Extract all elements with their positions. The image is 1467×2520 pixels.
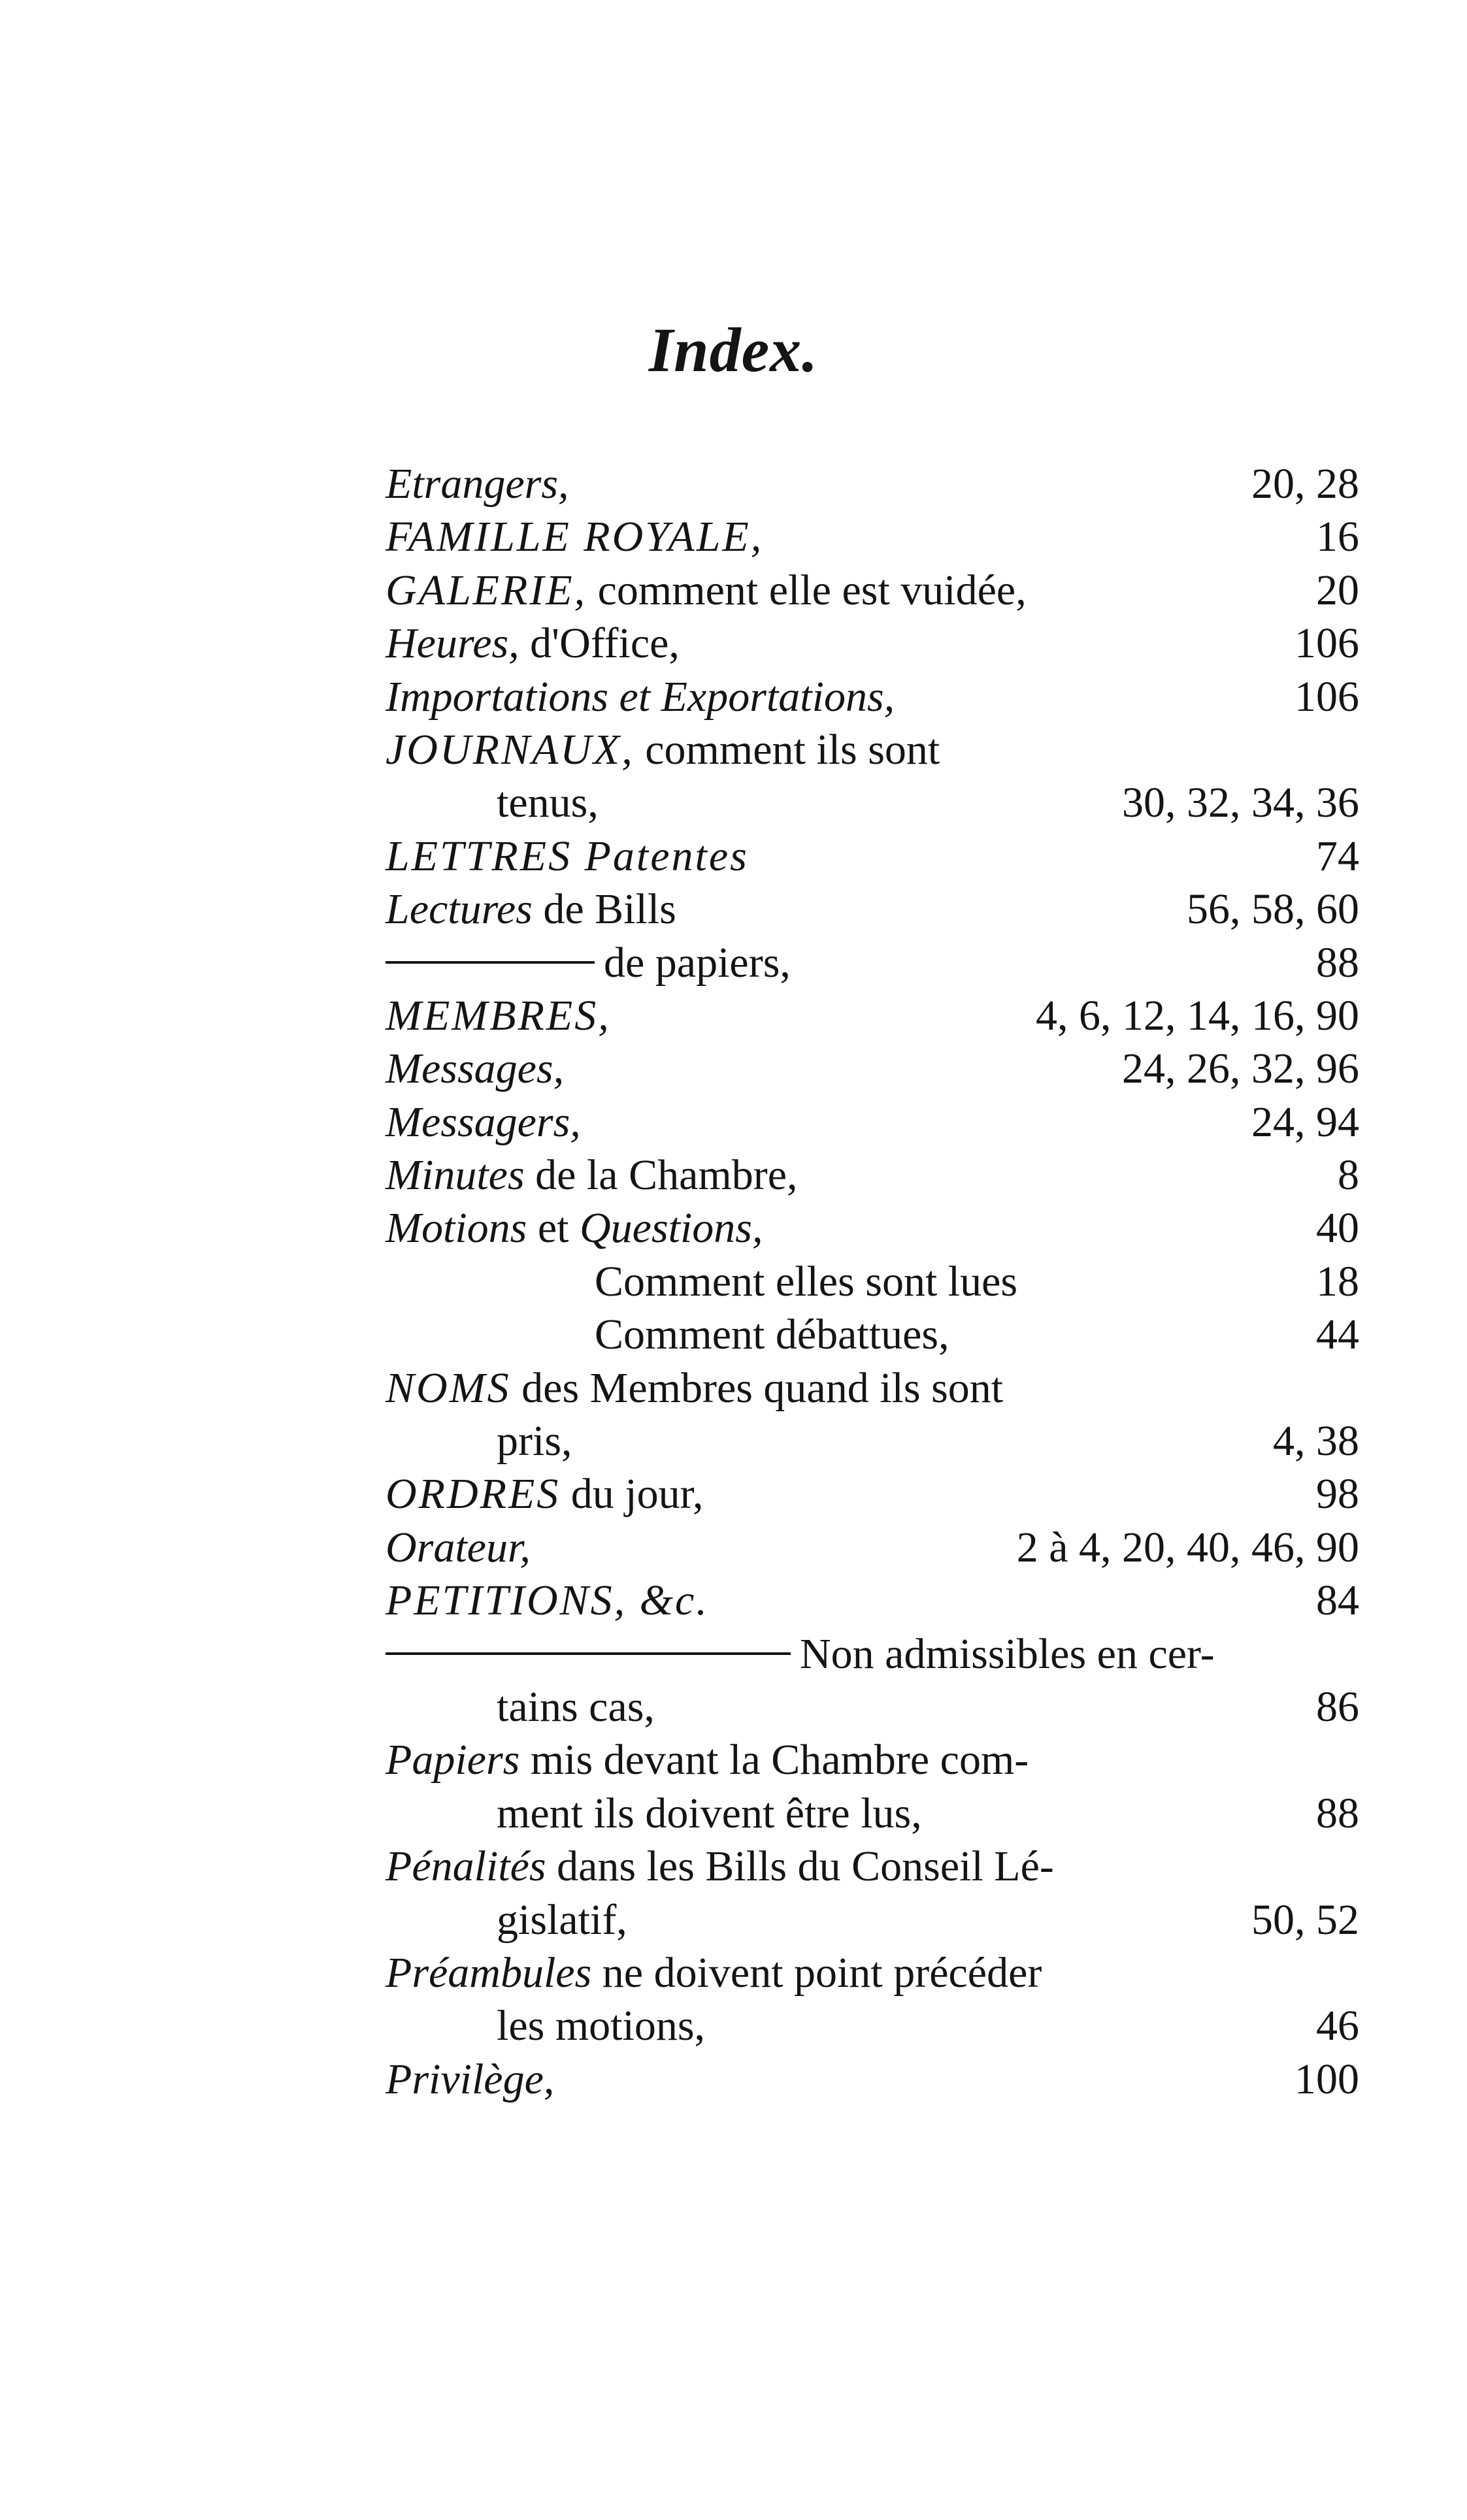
entry-pages: 86 xyxy=(1316,1682,1359,1731)
entry-text: dans les Bills du Conseil Lé- xyxy=(546,1842,1054,1891)
index-entry xyxy=(386,2053,1359,2106)
index-entry xyxy=(386,1042,1359,1095)
entry-heading: Minutes xyxy=(386,1151,525,1200)
entry-text: de la Chambre, xyxy=(524,1151,798,1200)
entry-heading: LETTRES Patentes xyxy=(386,832,749,880)
entry-text: d'Office, xyxy=(519,619,680,668)
entry-pages: 4, 6, 12, 14, 16, 90 xyxy=(1036,991,1359,1039)
entry-text: tains cas, xyxy=(497,1682,655,1731)
entry-pages: 8 xyxy=(1338,1151,1359,1200)
entry-heading: Etrangers, xyxy=(386,460,569,508)
entry-heading: FAMILLE ROYALE, xyxy=(386,513,764,561)
entry-text: mis devant la Chambre com- xyxy=(519,1736,1029,1784)
entry-pages: 106 xyxy=(1294,619,1359,668)
entry-pages: 106 xyxy=(1294,672,1359,721)
entry-pages: 88 xyxy=(1316,938,1359,987)
index-entry xyxy=(386,1733,1359,1786)
entry-pages: 24, 94 xyxy=(1251,1098,1359,1146)
index-entry xyxy=(386,617,1359,670)
index-entry-continuation xyxy=(386,776,1359,829)
page-title: Index. xyxy=(648,315,819,385)
entry-text: pris, xyxy=(497,1417,572,1465)
entry-text: Non admissibles en cer- xyxy=(800,1629,1215,1678)
entry-heading: Lectures xyxy=(386,885,533,934)
entry-heading: JOURNAUX, xyxy=(386,725,635,774)
entry-pages: 20, 28 xyxy=(1251,460,1359,508)
entry-heading: Importations et Exportations, xyxy=(386,672,895,721)
entry-pages: 50, 52 xyxy=(1251,1895,1359,1944)
entry-pages: 4, 38 xyxy=(1273,1417,1359,1465)
entry-text: ment ils doivent être lus, xyxy=(497,1789,922,1837)
entry-text: des Membres quand ils sont xyxy=(510,1364,1004,1412)
index-entry xyxy=(386,1574,1359,1627)
entry-text: gislatif, xyxy=(497,1895,627,1944)
entry-heading: Messagers, xyxy=(386,1098,581,1146)
index-list xyxy=(386,457,1359,2106)
entry-text: de papiers, xyxy=(604,938,791,987)
index-entry xyxy=(386,564,1359,617)
index-entry xyxy=(386,1840,1359,1893)
entry-heading: Questions, xyxy=(579,1204,763,1252)
entry-pages: 74 xyxy=(1316,832,1359,880)
entry-text: Comment débattues, xyxy=(595,1311,949,1359)
entry-heading: ORDRES xyxy=(386,1470,561,1518)
ditto-rule xyxy=(386,1652,791,1655)
ditto-rule xyxy=(386,961,595,964)
entry-heading: Privilège, xyxy=(386,2055,555,2103)
index-entry-continuation xyxy=(386,1787,1359,1840)
entry-heading: NOMS xyxy=(386,1364,511,1412)
entry-pages: 88 xyxy=(1316,1789,1359,1837)
entry-pages: 20 xyxy=(1316,566,1359,614)
entry-pages: 30, 32, 34, 36 xyxy=(1122,779,1359,827)
index-entry xyxy=(386,1362,1359,1415)
entry-heading: MEMBRES, xyxy=(386,991,611,1039)
entry-pages: 24, 26, 32, 96 xyxy=(1122,1045,1359,1093)
index-entry xyxy=(386,1202,1359,1254)
entry-heading: PETITIONS, &c. xyxy=(386,1577,709,1625)
entry-text: de Bills xyxy=(532,885,676,934)
index-entry xyxy=(386,1521,1359,1574)
entry-text: comment elle est vuidée, xyxy=(587,566,1027,614)
index-subentry xyxy=(386,1308,1359,1361)
index-entry-continuation xyxy=(386,1680,1359,1733)
index-entry xyxy=(386,510,1359,563)
entry-heading: Orateur, xyxy=(386,1523,531,1571)
entry-text: Comment elles sont lues xyxy=(595,1257,1018,1305)
entry-text: ne doivent point précéder xyxy=(591,1948,1042,1997)
entry-heading: Papiers xyxy=(386,1736,520,1784)
entry-heading: Messages, xyxy=(386,1045,565,1093)
index-entry-continuation xyxy=(386,1893,1359,1946)
entry-text: tenus, xyxy=(497,779,599,827)
index-entry xyxy=(386,457,1359,510)
entry-pages: 44 xyxy=(1316,1311,1359,1359)
entry-heading: GALERIE, xyxy=(386,566,587,614)
entry-pages: 16 xyxy=(1316,513,1359,561)
entry-pages: 2 à 4, 20, 40, 46, 90 xyxy=(1016,1523,1359,1571)
entry-heading: Pénalités xyxy=(386,1842,546,1891)
index-entry-continuation xyxy=(386,1415,1359,1467)
entry-text: comment ils sont xyxy=(634,725,940,774)
entry-pages: 40 xyxy=(1316,1204,1359,1252)
entry-pages: 100 xyxy=(1294,2055,1359,2103)
index-subentry xyxy=(386,1628,1359,1680)
index-entry xyxy=(386,1946,1359,1999)
index-entry xyxy=(386,830,1359,883)
entry-pages: 18 xyxy=(1316,1257,1359,1305)
entry-text: du jour, xyxy=(560,1470,704,1518)
index-subentry xyxy=(386,936,1359,989)
entry-heading: Motions xyxy=(386,1204,527,1252)
entry-pages: 84 xyxy=(1316,1577,1359,1625)
index-entry-continuation xyxy=(386,1999,1359,2052)
entry-heading: Heures, xyxy=(386,619,519,668)
index-entry xyxy=(386,1467,1359,1520)
index-entry xyxy=(386,670,1359,723)
entry-text: les motions, xyxy=(497,2002,706,2050)
entry-pages: 46 xyxy=(1316,2002,1359,2050)
index-entry xyxy=(386,883,1359,936)
entry-pages: 98 xyxy=(1316,1470,1359,1518)
index-entry xyxy=(386,723,1359,776)
index-entry xyxy=(386,989,1359,1042)
index-entry xyxy=(386,1149,1359,1202)
entry-heading: Préambules xyxy=(386,1948,592,1997)
index-entry xyxy=(386,1096,1359,1149)
entry-text: et xyxy=(527,1204,580,1252)
index-subentry xyxy=(386,1255,1359,1308)
entry-pages: 56, 58, 60 xyxy=(1187,885,1359,934)
